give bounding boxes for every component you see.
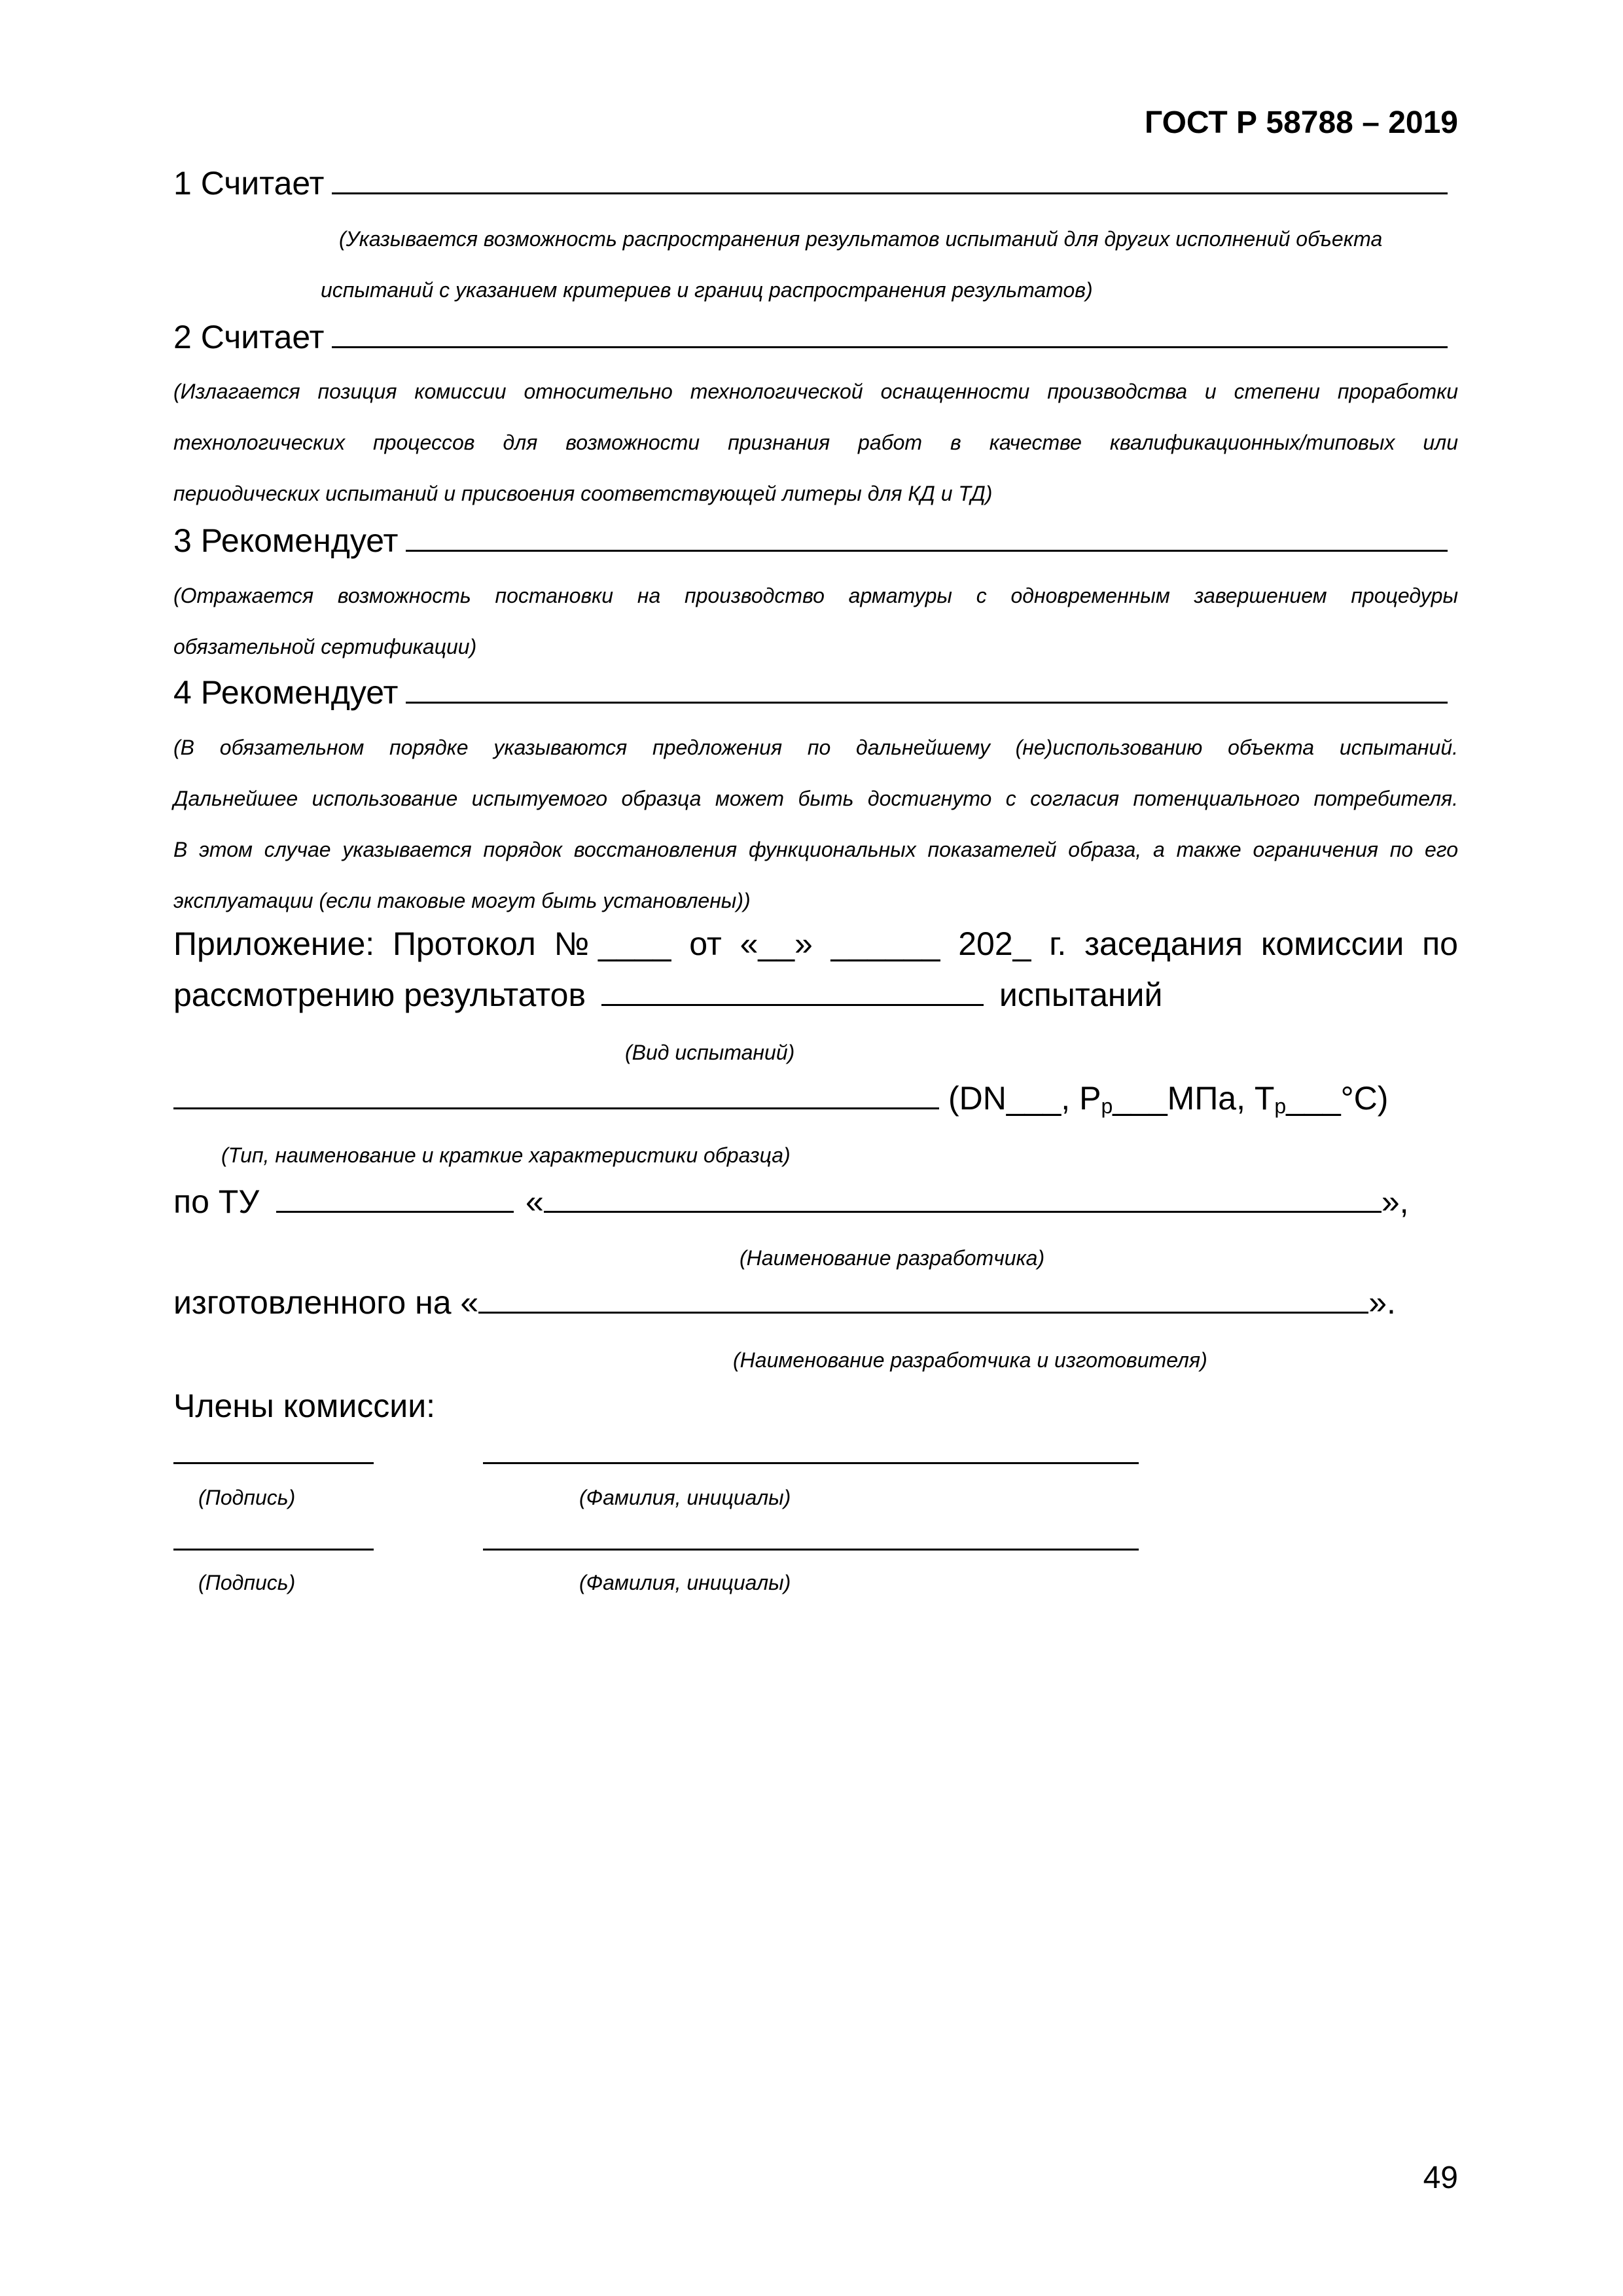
tu-line xyxy=(173,1182,1409,1221)
appendix-line-1: Приложение: Протокол №____ от «__» ______ 202_ г. заседания комиссии по xyxy=(173,925,1458,962)
t-subscript: p xyxy=(1274,1094,1287,1118)
name-label-2: (Фамилия, инициалы) xyxy=(579,1571,791,1594)
name-label-1: (Фамилия, инициалы) xyxy=(579,1486,791,1509)
item-4-note-1: (В обязательном порядке указываются предложения по дальнейшему (не)использованию объекта испытаний. xyxy=(173,736,1458,759)
item-1-label: 1 Считает xyxy=(173,165,325,202)
po-tu-label: по ТУ xyxy=(173,1183,260,1220)
item-3 xyxy=(173,521,1448,560)
item-2-note-2: технологических процессов для возможности признания работ в качестве квалификационных/типовых или xyxy=(173,431,1458,454)
note-developer: (Наименование разработчика) xyxy=(740,1246,1045,1270)
document-header: ГОСТ Р 58788 – 2019 xyxy=(1144,105,1458,140)
deg-field: ___°C) xyxy=(1286,1080,1389,1117)
note-manufacturer: (Наименование разработчика и изготовителя) xyxy=(733,1348,1207,1372)
test-type-blank xyxy=(601,977,984,1006)
p-label: P xyxy=(1079,1080,1101,1117)
item-4-label: 4 Рекомендует xyxy=(173,674,399,711)
item-3-blank xyxy=(406,521,1448,552)
manufacturer-blank xyxy=(478,1284,1368,1314)
page-number: 49 xyxy=(1423,2161,1458,2195)
item-4-blank xyxy=(406,673,1448,704)
item-2-label: 2 Считает xyxy=(173,319,325,355)
item-4-note-2: Дальнейшее использование испытуемого образца может быть достигнуто с согласия потенциального потребителя. xyxy=(173,787,1458,810)
mpa-field: ___МПа, xyxy=(1113,1080,1245,1117)
note-sample-type: (Тип, наименование и краткие характеристики образца) xyxy=(221,1143,791,1167)
appendix-line-2 xyxy=(173,975,1162,1014)
item-1-note-2: испытаний с указанием критериев и границ распространения результатов) xyxy=(321,278,1093,302)
signature-line-1 xyxy=(173,1462,374,1464)
item-2-blank xyxy=(332,317,1448,348)
item-4 xyxy=(173,673,1448,712)
tu-number-blank xyxy=(276,1183,514,1213)
item-4-note-3: В этом случае указывается порядок восстановления функциональных показателей образа, а также ограничения по его xyxy=(173,838,1458,861)
item-2-note-1: (Излагается позиция комиссии относительно технологической оснащенности производства и степени проработки xyxy=(173,380,1458,403)
item-3-note-1: (Отражается возможность постановки на производство арматуры с одновременным завершением процедуры xyxy=(173,584,1458,607)
appendix-line-2-end: испытаний xyxy=(999,977,1163,1013)
manufactured-label: изготовленного на « xyxy=(173,1284,479,1321)
item-2-note-3: периодических испытаний и присвоения соответствующей литеры для КД и ТД) xyxy=(173,482,993,505)
item-3-note-2: обязательной сертификации) xyxy=(173,635,477,658)
t-label: T xyxy=(1254,1080,1275,1117)
sample-blank xyxy=(173,1080,939,1109)
name-line-2 xyxy=(483,1549,1139,1551)
item-1 xyxy=(173,164,1448,203)
item-4-note-4: эксплуатации (если таковые могут быть установлены)) xyxy=(173,889,751,912)
signature-label-1: (Подпись) xyxy=(198,1486,296,1509)
note-test-type: (Вид испытаний) xyxy=(625,1041,795,1064)
item-3-label: 3 Рекомендует xyxy=(173,522,399,559)
members-title: Члены комиссии: xyxy=(173,1388,436,1424)
name-line-1 xyxy=(483,1462,1139,1464)
dn-field: (DN___, xyxy=(948,1080,1071,1117)
signature-label-2: (Подпись) xyxy=(198,1571,296,1594)
quote-close: », xyxy=(1381,1183,1409,1220)
appendix-line-2-start: рассмотрению результатов xyxy=(173,977,586,1013)
developer-blank xyxy=(544,1183,1382,1213)
sample-line xyxy=(173,1079,1388,1126)
item-1-blank xyxy=(332,164,1448,194)
item-1-note-1: (Указывается возможность распространения результатов испытаний для других исполнений объекта xyxy=(339,227,1383,251)
signature-line-2 xyxy=(173,1549,374,1551)
manufactured-close: ». xyxy=(1368,1284,1396,1321)
manufactured-line xyxy=(173,1283,1396,1322)
p-subscript: p xyxy=(1101,1094,1113,1118)
quote-open: « xyxy=(526,1183,544,1220)
item-2 xyxy=(173,317,1448,357)
